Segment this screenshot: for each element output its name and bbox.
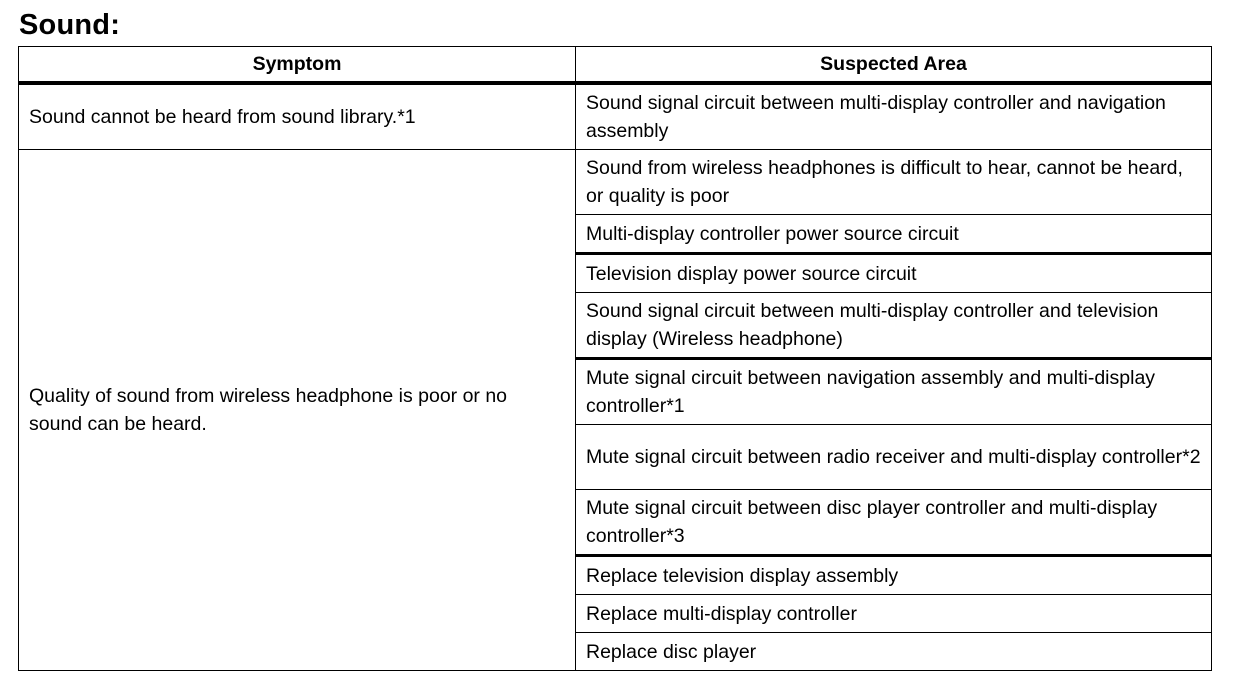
problem-symptoms-table: [18, 46, 1212, 671]
table-row: [19, 150, 1212, 215]
suspected-area-cell: Sound signal circuit between multi-display controller and television display (Wireless headphone): [576, 293, 1212, 359]
suspected-area-cell: Mute signal circuit between radio receiver and multi-display controller*2: [576, 425, 1212, 490]
header-suspected-area: Suspected Area: [576, 47, 1212, 84]
suspected-area-cell: Mute signal circuit between disc player controller and multi-display controller*3: [576, 490, 1212, 556]
suspected-area-cell: Mute signal circuit between navigation assembly and multi-display controller*1: [576, 359, 1212, 425]
suspected-area-cell: Sound signal circuit between multi-display controller and navigation assembly: [576, 83, 1212, 150]
header-symptom: Symptom: [19, 47, 576, 84]
suspected-area-cell: Replace disc player: [576, 633, 1212, 671]
suspected-area-cell: Replace multi-display controller: [576, 595, 1212, 633]
section-title: Sound:: [19, 9, 121, 41]
suspected-area-cell: Sound from wireless headphones is difficult to hear, cannot be heard, or quality is poor: [576, 150, 1212, 215]
suspected-area-cell: Multi-display controller power source circuit: [576, 215, 1212, 254]
table-header-row: [19, 47, 1212, 84]
table-row: [19, 83, 1212, 150]
suspected-area-cell: Replace television display assembly: [576, 556, 1212, 595]
symptom-cell: Quality of sound from wireless headphone is poor or no sound can be heard.: [19, 150, 576, 671]
suspected-area-cell: Television display power source circuit: [576, 254, 1212, 293]
symptom-cell: Sound cannot be heard from sound library.*1: [19, 83, 576, 150]
